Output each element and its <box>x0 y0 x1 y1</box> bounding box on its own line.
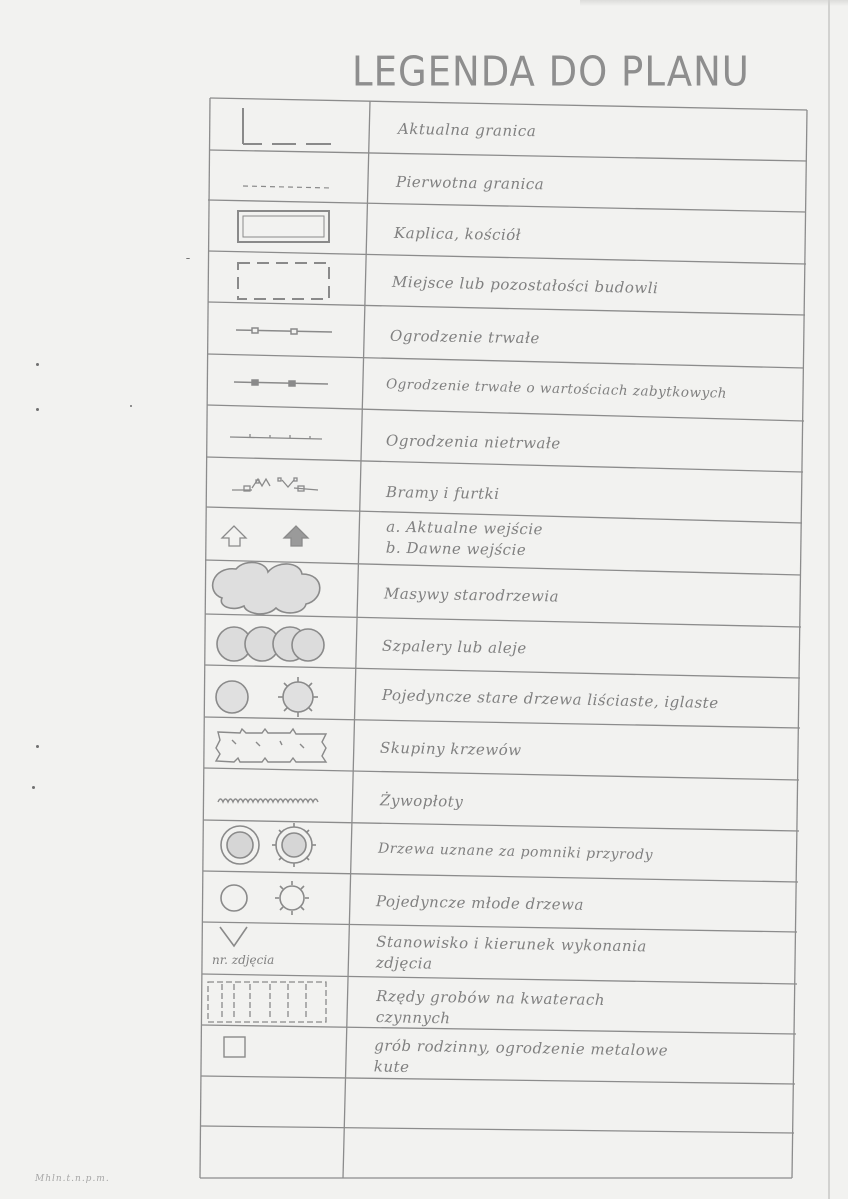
legend-title: LEGENDA DO PLANU <box>352 47 750 96</box>
legend-row-line-b: czynnych <box>375 1008 451 1028</box>
legend-row-label: Ogrodzenia nietrwałe <box>385 431 561 453</box>
legend-row-line-b: b. Dawne wejście <box>385 538 527 560</box>
building-remains-icon <box>238 263 329 299</box>
original-boundary-icon <box>243 186 332 188</box>
legend-row-label <box>374 1035 669 1082</box>
temporary-fence-icon <box>230 434 322 439</box>
legend-row-label <box>386 517 543 562</box>
family-grave-icon <box>224 1037 245 1057</box>
legend-row-line-b: zdjęcia <box>375 953 433 973</box>
young-trees-icon <box>221 881 309 915</box>
hedges-icon <box>218 799 318 802</box>
legend-row-label: Szpalery lub aleje <box>381 636 527 658</box>
current-boundary-icon <box>243 108 331 144</box>
legend-row-label: Drzewa uznane za pomniki przyrody <box>377 840 654 864</box>
permanent-fence-icon <box>236 328 332 334</box>
legend-row-label: Żywopłoty <box>379 791 464 811</box>
legend-row-label: Skupiny krzewów <box>379 738 522 760</box>
legend-row-label: Bramy i furtki <box>385 483 500 503</box>
photo-number-label: nr. zdjęcia <box>212 953 275 967</box>
chapel-church-icon <box>238 211 329 242</box>
legend-row-label: Ogrodzenie trwałe o wartościach zabytkowych <box>385 376 728 402</box>
tree-rows-icon <box>217 627 324 661</box>
legend-row-label: Miejsce lub pozostałości budowli <box>391 272 659 298</box>
legend-row-label: Ogrodzenie trwałe <box>389 326 540 348</box>
margin-note: Mhln.t.n.p.m. <box>35 1174 110 1184</box>
monument-trees-icon <box>221 823 316 867</box>
gates-icon <box>232 478 318 491</box>
entrance-arrows-icon <box>222 526 308 546</box>
legend-row-label: Aktualna granica <box>397 119 537 141</box>
old-tree-masses-icon <box>213 562 320 614</box>
legend-row-line-a: Stanowisko i kierunek wykonania <box>376 932 647 956</box>
legend-row-line-b: kute <box>373 1057 410 1077</box>
legend-row-label <box>376 932 647 979</box>
legend-row-label: Pojedyncze młode drzewa <box>375 892 585 914</box>
legend-row-line-a: grób rodzinny, ogrodzenie metalowe <box>374 1036 669 1060</box>
legend-row-label <box>376 986 605 1032</box>
legend-row-label: Masywy starodrzewia <box>383 584 560 606</box>
legend-row-label: Pierwotna granica <box>395 172 545 194</box>
shrub-groups-icon <box>216 729 326 762</box>
legend-row-label: Pojedyncze stare drzewa liściaste, iglaste <box>381 685 719 713</box>
legend-row-line-a: Rzędy grobów na kwaterach <box>376 987 606 1009</box>
single-old-trees-icon <box>216 677 318 717</box>
historic-fence-icon <box>234 380 328 386</box>
photo-position-icon <box>220 927 247 946</box>
legend-row-line-a: a. Aktualne wejście <box>386 517 544 539</box>
grave-rows-icon <box>208 982 326 1022</box>
legend-row-label: Kaplica, kościół <box>393 223 522 245</box>
